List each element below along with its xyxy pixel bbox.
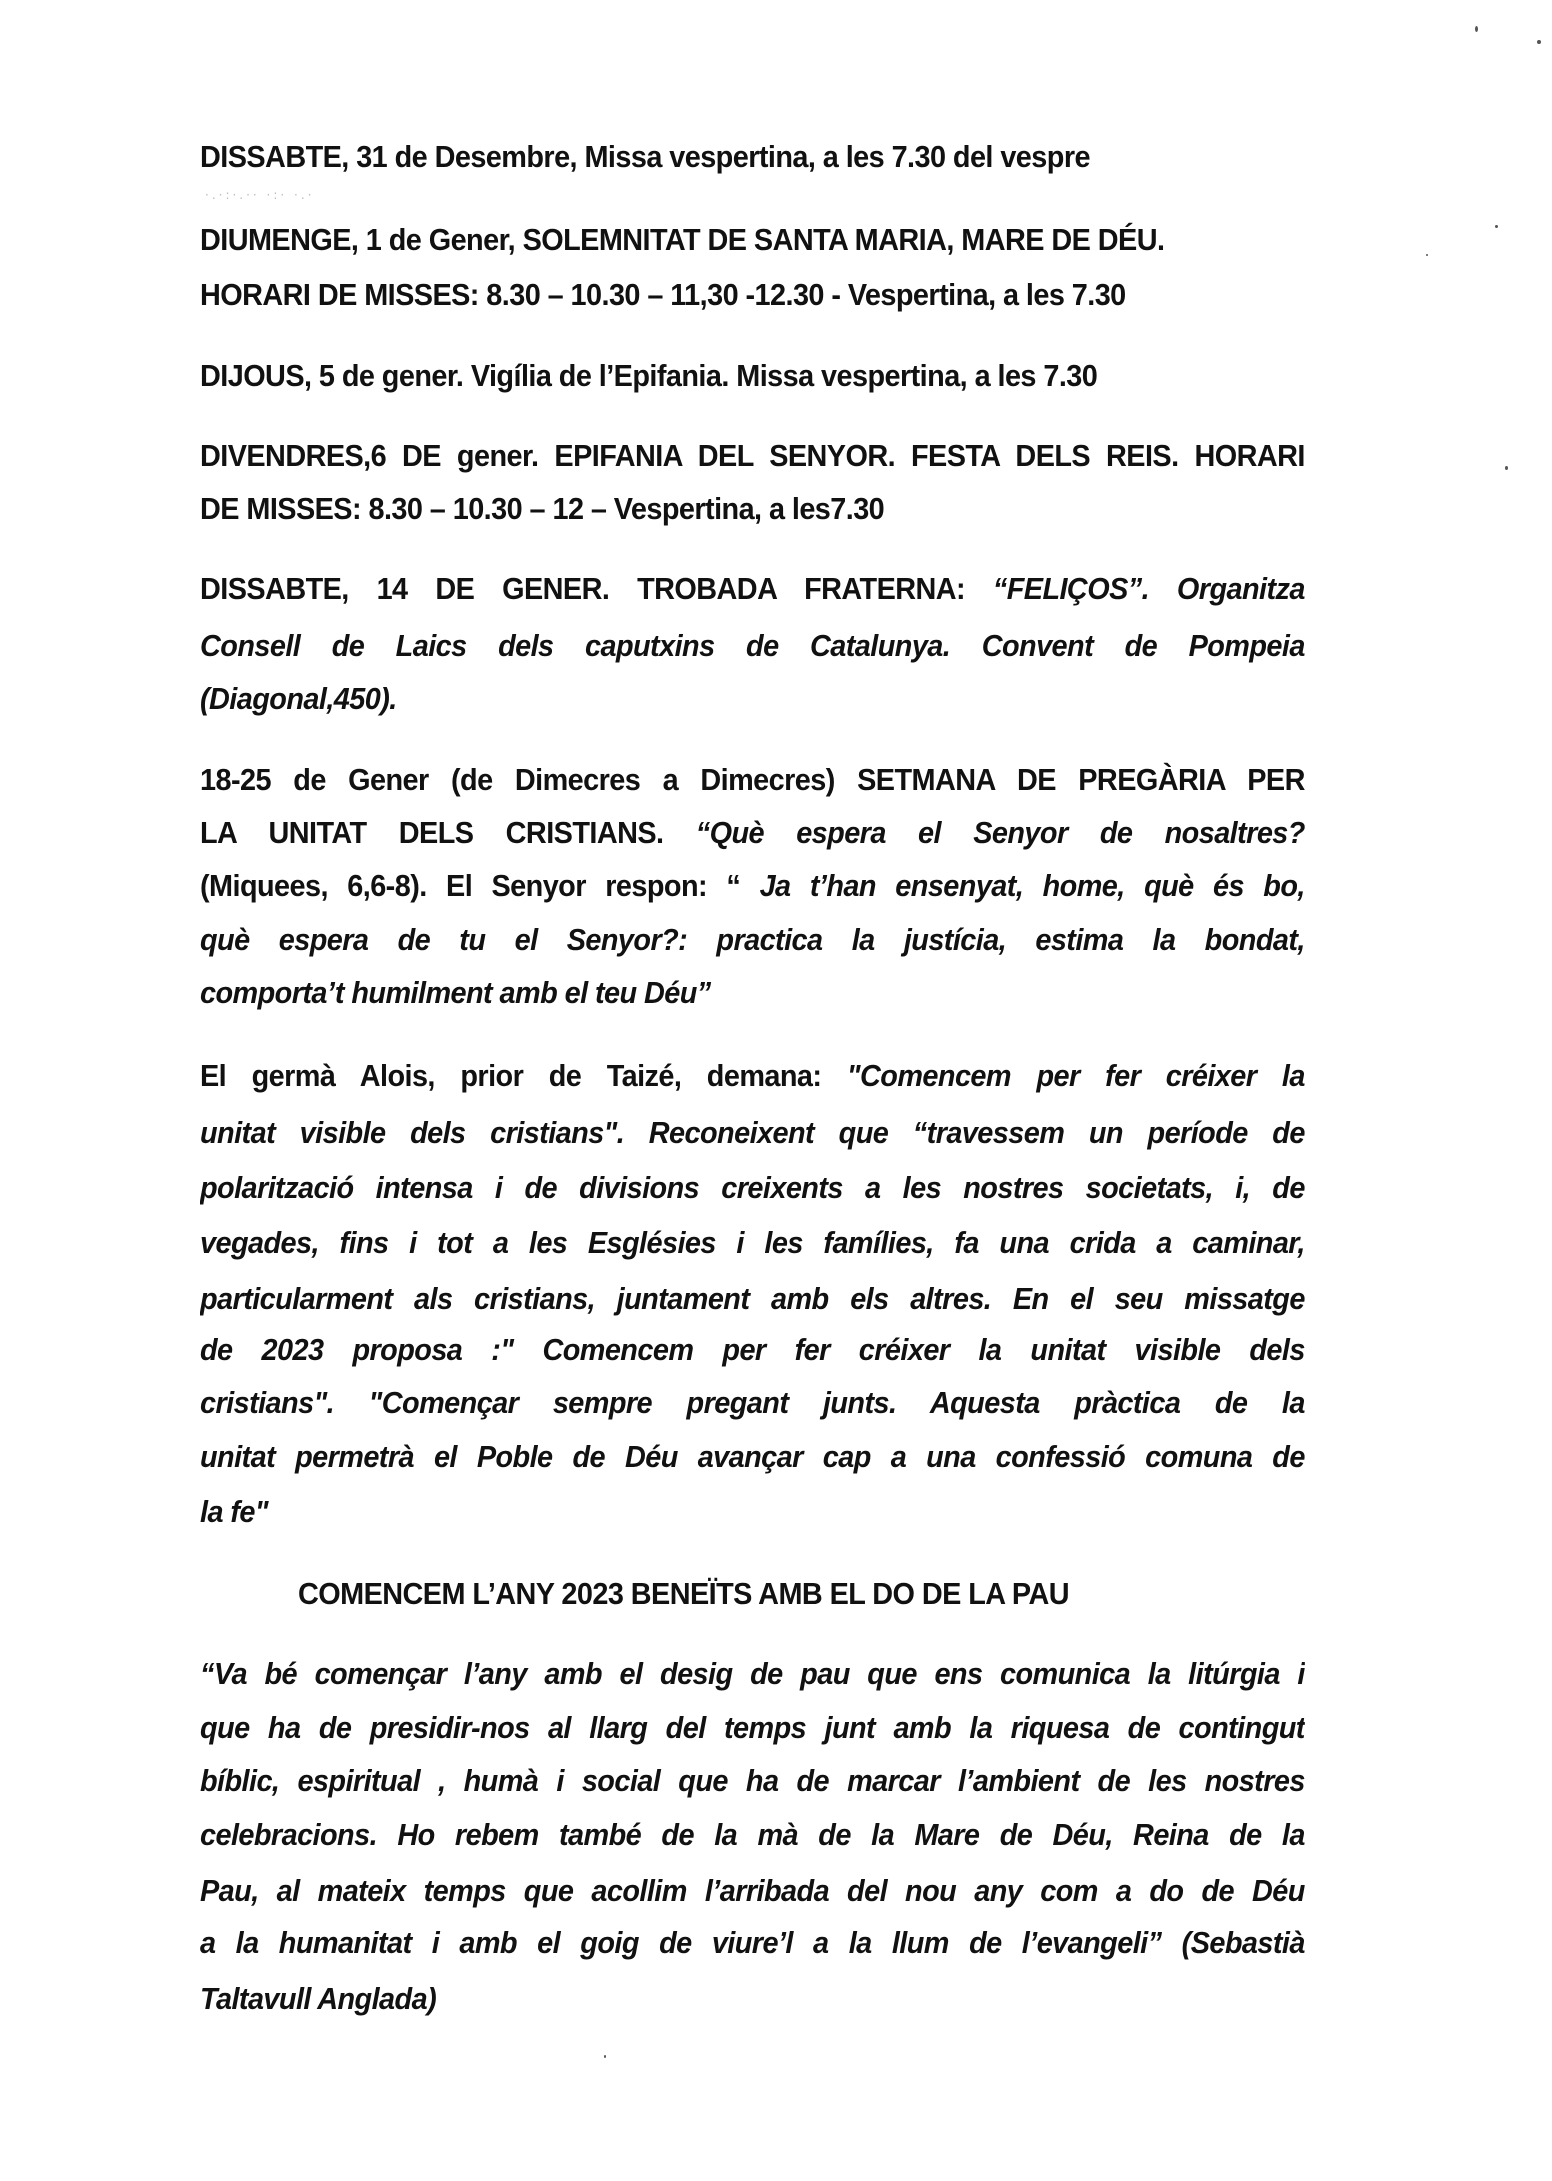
scan-speck (604, 2055, 606, 2058)
scan-speck (1475, 26, 1478, 32)
text-run: la fe" (200, 1494, 269, 1529)
event-6-line-6 (200, 1383, 1305, 1423)
scan-speck (1537, 40, 1541, 44)
event-5-line-4 (200, 973, 1305, 1013)
text-run: DIUMENGE, 1 de Gener, SOLEMNITAT DE SANTA MARIA, MARE DE DÉU. (200, 222, 1165, 257)
text-run: polarització intensa i de divisions creixents a les nostres societats, i, de (200, 1170, 1305, 1205)
event-6-line-1 (200, 1113, 1305, 1153)
quote-line: Pau, al mateix temps que acollim l’arribada del nou any com a do de Déu (200, 1873, 1305, 1908)
text-run: Consell de Laics dels caputxins de Catalunya. Convent de Pompeia (200, 628, 1305, 663)
event-6-line-7 (200, 1437, 1305, 1477)
event-4-line-0 (200, 569, 1305, 609)
text-run: DISSABTE, 31 de Desembre, Missa vespertina, a les 7.30 del vespre (200, 139, 1090, 174)
text-run: HORARI DE MISSES: 8.30 – 10.30 – 11,30 -12.30 - Vespertina, a les 7.30 (200, 277, 1126, 312)
scan-speck (1495, 225, 1498, 228)
quote-line: bíblic, espiritual , humà i social que ha de marcar l’ambient de les nostres (200, 1763, 1305, 1798)
text-run: DIVENDRES,6 DE gener. EPIFANIA DEL SENYOR. FESTA DELS REIS. HORARI (200, 438, 1305, 473)
text-run: comporta’t humilment amb el teu Déu” (200, 975, 711, 1010)
quote-line: a la humanitat i amb el goig de viure’l a la llum de l’evangeli” (Sebastià (200, 1925, 1305, 1960)
text-run: DISSABTE, 14 DE GENER. TROBADA FRATERNA: (200, 571, 993, 606)
event-2-line-0 (200, 356, 1305, 396)
text-run: Ja t’han ensenyat, home, què és bo, (759, 868, 1305, 903)
event-5-line-2 (200, 866, 1305, 906)
event-1-line-1 (200, 275, 1305, 315)
text-run: unitat permetrà el Poble de Déu avançar cap a una confessió comuna de (200, 1439, 1305, 1474)
scan-speck (1426, 254, 1428, 256)
event-6-line-4 (200, 1279, 1305, 1319)
scan-speck (1505, 466, 1508, 470)
quote-line: “Va bé començar l’any amb el desig de pau que ens comunica la litúrgia i (200, 1656, 1305, 1691)
text-run: 18-25 de Gener (de Dimecres a Dimecres) SETMANA DE PREGÀRIA PER (200, 762, 1305, 797)
quote-line: que ha de presidir-nos al llarg del temps junt amb la riquesa de contingut (200, 1710, 1305, 1745)
text-run: LA UNITAT DELS CRISTIANS. (200, 815, 696, 850)
text-run: (Miquees, 6,6-8). El Senyor respon: “ (200, 868, 760, 903)
event-5-line-3 (200, 920, 1305, 960)
event-4-line-2 (200, 679, 1305, 719)
section-heading: COMENCEM L’ANY 2023 BENEÏTS AMB EL DO DE LA PAU (298, 1576, 1069, 1611)
text-run: “FELIÇOS”. Organitza (992, 571, 1305, 606)
event-6-line-2 (200, 1168, 1305, 1208)
event-3-line-1 (200, 489, 1305, 529)
text-run: particularment als cristians, juntament amb els altres. En el seu missatge (200, 1281, 1305, 1316)
text-run: “Què espera el Senyor de nosaltres? (695, 815, 1305, 850)
text-run: DIJOUS, 5 de gener. Vigília de l’Epifania. Missa vespertina, a les 7.30 (200, 358, 1098, 393)
event-6-line-8 (200, 1492, 1305, 1532)
event-3-line-0 (200, 436, 1305, 476)
event-0-line-0 (200, 137, 1305, 177)
text-run: què espera de tu el Senyor?: practica la justícia, estima la bondat, (200, 922, 1305, 957)
scan-noise: ·.·:·.·· ·:· ·.· (205, 188, 315, 202)
event-5-line-0 (200, 760, 1305, 800)
event-5-line-1 (200, 813, 1305, 853)
text-run: El germà Alois, prior de Taizé, demana: (200, 1058, 847, 1093)
text-run: DE MISSES: 8.30 – 10.30 – 12 – Vespertina, a les7.30 (200, 491, 885, 526)
event-6-line-5 (200, 1330, 1305, 1370)
event-6-line-0 (200, 1056, 1305, 1096)
text-run: cristians". "Començar sempre pregant junts. Aquesta pràctica de la (200, 1385, 1305, 1420)
event-1-line-0 (200, 220, 1305, 260)
event-6-line-3 (200, 1223, 1305, 1263)
text-run: "Comencem per fer créixer la (846, 1058, 1305, 1093)
text-run: (Diagonal,450). (200, 681, 397, 716)
quote-line: Taltavull Anglada) (200, 1981, 437, 2016)
text-run: unitat visible dels cristians". Reconeixent que “travessem un període de (200, 1115, 1305, 1150)
event-4-line-1 (200, 626, 1305, 666)
text-run: de 2023 proposa :" Comencem per fer créixer la unitat visible dels (200, 1332, 1305, 1367)
quote-line: celebracions. Ho rebem també de la mà de la Mare de Déu, Reina de la (200, 1817, 1305, 1852)
text-run: vegades, fins i tot a les Esglésies i les famílies, fa una crida a caminar, (200, 1225, 1305, 1260)
